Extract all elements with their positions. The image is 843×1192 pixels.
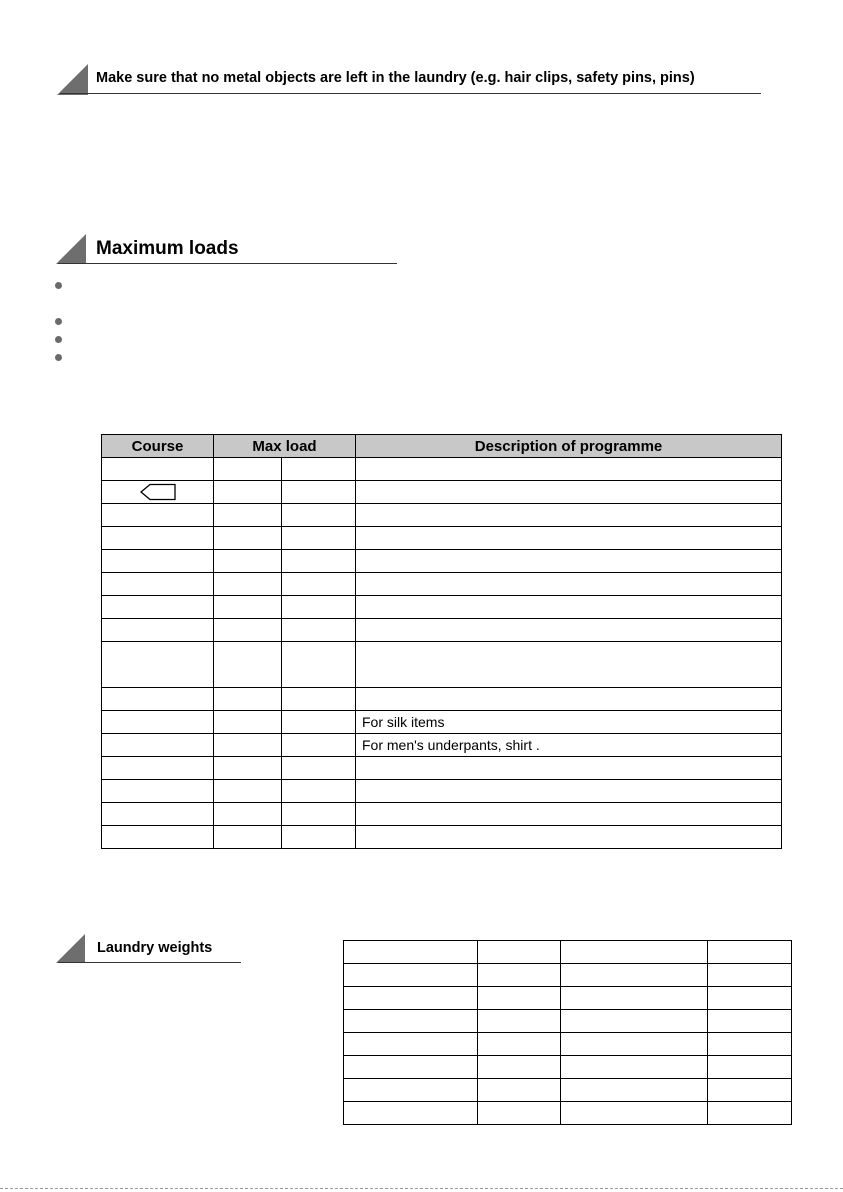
description-cell [356,481,782,504]
load-cell [214,803,282,826]
weight-cell [478,1010,561,1033]
weight-cell [478,1102,561,1125]
item-cell [344,1010,478,1033]
table-row [344,1010,792,1033]
weight-cell [708,1079,792,1102]
course-cell [102,734,214,757]
item-cell [561,1102,708,1125]
load-cell [282,550,356,573]
course-cell [102,458,214,481]
heading-triangle-icon [57,64,88,95]
table-row [102,780,782,803]
laundry-weights-title: Laundry weights [97,940,213,956]
max-loads-title: Maximum loads [96,238,239,259]
description-cell: For men's underpants, shirt . [356,734,782,757]
table-row [102,481,782,504]
description-cell [356,803,782,826]
load-cell [282,458,356,481]
description-cell [356,458,782,481]
table-row [102,688,782,711]
table-row [344,964,792,987]
load-cell [214,573,282,596]
table-row [102,550,782,573]
weight-cell [478,1033,561,1056]
load-cell [282,619,356,642]
table-row [102,803,782,826]
weight-cell [708,1056,792,1079]
table-row [102,527,782,550]
max-load-column-header: Max load [214,435,356,458]
bullet-dot-icon [55,354,62,361]
course-cell [102,757,214,780]
table-row [344,1079,792,1102]
description-cell [356,826,782,849]
load-cell [214,711,282,734]
course-cell [102,688,214,711]
description-cell [356,780,782,803]
description-cell [356,504,782,527]
weight-cell [478,941,561,964]
course-cell [102,780,214,803]
bullet-dot-icon [55,282,62,289]
weight-cell [708,941,792,964]
heading-triangle-icon [56,234,86,264]
load-cell [214,757,282,780]
load-cell [214,596,282,619]
load-cell [214,527,282,550]
table-row [102,619,782,642]
description-cell [356,596,782,619]
programme-table-header-row [102,435,782,458]
weight-cell [708,1102,792,1125]
course-cell [102,573,214,596]
course-cell [102,504,214,527]
item-cell [561,987,708,1010]
item-cell [561,1056,708,1079]
course-column-header: Course [102,435,214,458]
description-column-header: Description of programme [356,435,782,458]
weight-cell [478,964,561,987]
table-row [344,987,792,1010]
table-row [102,826,782,849]
item-cell [344,941,478,964]
table-row [102,458,782,481]
description-cell [356,550,782,573]
item-cell [344,1056,478,1079]
weight-cell [708,1033,792,1056]
description-cell [356,642,782,688]
weight-cell [478,1056,561,1079]
table-row [102,642,782,688]
load-cell [214,642,282,688]
description-cell [356,688,782,711]
bullet-dot-icon [55,318,62,325]
load-cell [214,688,282,711]
weight-cell [708,964,792,987]
description-cell [356,619,782,642]
description-cell: For silk items [356,711,782,734]
heading-underline [60,93,761,94]
load-cell [282,711,356,734]
load-cell [282,573,356,596]
load-cell [282,527,356,550]
weight-cell [708,987,792,1010]
laundry-weights-table [343,940,792,1125]
course-cell [102,596,214,619]
metal-warning-title: Make sure that no metal objects are left in the laundry (e.g. hair clips, safety pins, pins) [96,70,695,86]
item-cell [561,1079,708,1102]
load-cell [282,780,356,803]
load-cell [214,734,282,757]
table-row [102,757,782,780]
weight-cell [478,1079,561,1102]
programme-table [101,434,782,849]
item-cell [344,964,478,987]
load-cell [282,826,356,849]
item-cell [344,1102,478,1125]
heading-underline [58,263,397,264]
load-cell [282,504,356,527]
description-cell [356,757,782,780]
load-cell [282,734,356,757]
tag-outline-icon [139,483,177,501]
weight-cell [478,987,561,1010]
item-cell [561,1033,708,1056]
description-cell [356,573,782,596]
table-row [102,596,782,619]
course-cell [102,642,214,688]
table-row [344,1033,792,1056]
item-cell [561,1010,708,1033]
table-row [344,1056,792,1079]
load-cell [214,826,282,849]
load-cell [282,596,356,619]
load-cell [282,803,356,826]
item-cell [344,1033,478,1056]
course-cell [102,527,214,550]
bullet-dot-icon [55,336,62,343]
item-cell [344,987,478,1010]
course-cell [102,619,214,642]
load-cell [214,481,282,504]
description-cell [356,527,782,550]
table-row [102,734,782,757]
load-cell [214,550,282,573]
load-cell [282,642,356,688]
load-cell [214,458,282,481]
course-cell [102,711,214,734]
table-row [102,711,782,734]
load-cell [282,481,356,504]
load-cell [214,780,282,803]
load-cell [282,688,356,711]
weight-cell [708,1010,792,1033]
course-cell [102,550,214,573]
load-cell [282,757,356,780]
course-cell [102,803,214,826]
load-cell [214,504,282,527]
heading-underline [58,962,241,963]
load-cell [214,619,282,642]
table-row [344,941,792,964]
item-cell [561,941,708,964]
course-cell [102,826,214,849]
item-cell [344,1079,478,1102]
page-bottom-rule [0,1188,843,1189]
heading-triangle-icon [56,934,85,963]
item-cell [561,964,708,987]
course-cell [102,481,214,504]
table-row [344,1102,792,1125]
table-row [102,504,782,527]
table-row [102,573,782,596]
